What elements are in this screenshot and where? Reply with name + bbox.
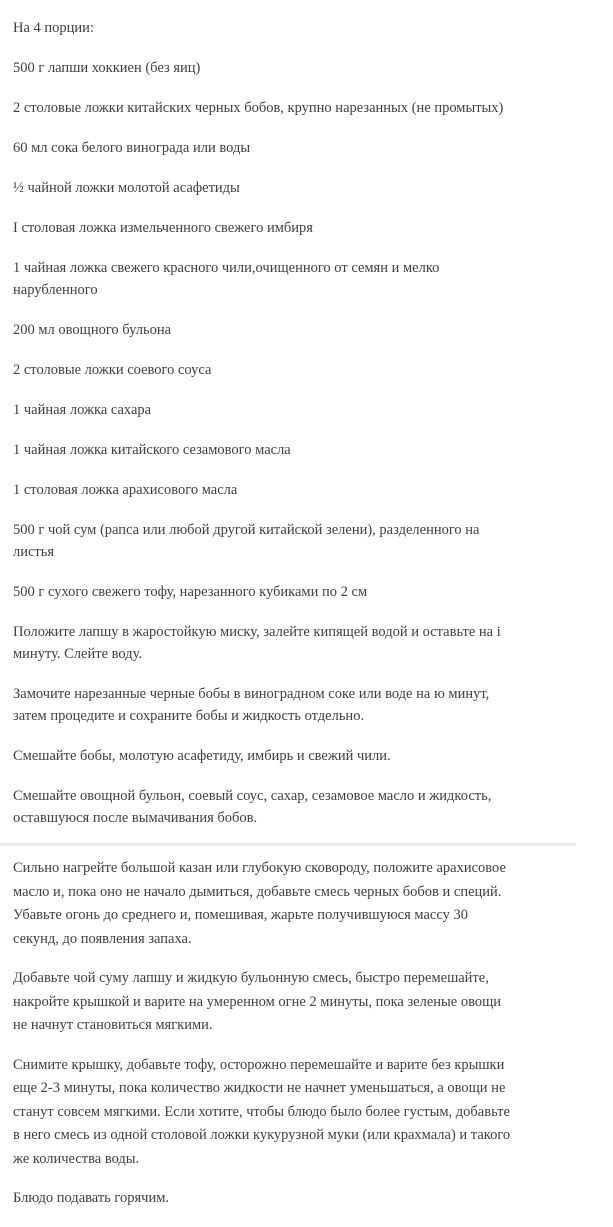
ingredient-paragraph-line: 1 чайная ложка свежего красного чили,очищенного от семян и мелко: [13, 260, 440, 276]
step-paragraph-line: станут совсем мягкими. Если хотите, чтобы блюдо было более густым, добавьте: [13, 1103, 510, 1120]
ingredient-paragraph: [13, 319, 613, 341]
ingredient-paragraph-line: 1 столовая ложка арахисового масла: [13, 482, 238, 498]
ingredient-paragraph: [13, 479, 613, 501]
ingredient-paragraph-line: 1 чайная ложка китайского сезамового масла: [13, 442, 291, 458]
ingredient-paragraph: [13, 621, 613, 665]
ingredient-paragraph-line: Смешайте овощной бульон, соевый соус, сахар, сезамовое масло и жидкость,: [13, 788, 492, 804]
ingredient-paragraph-line: Замочите нарезанные черные бобы в виноградном соке или воде на ю минут,: [13, 686, 490, 702]
ingredient-paragraph-line: 60 мл сока белого винограда или воды: [13, 140, 251, 156]
step-paragraph-line: в него смесь из одной столовой ложки кукурузной муки (или крахмала) и такого: [13, 1127, 511, 1143]
step-paragraph-line: Добавьте чой суму лапшу и жидкую бульонную смесь, быстро перемешайте,: [13, 970, 489, 986]
step-paragraph-line: Блюдо подавать горячим.: [13, 1190, 170, 1206]
ingredient-paragraph: [13, 359, 613, 381]
step-paragraph-line: накройте крышкой и варите на умеренном огне 2 минуты, пока зеленые овощи: [13, 993, 502, 1010]
ingredient-paragraph-line: I столовая ложка измельченного свежего имбиря: [13, 220, 313, 236]
step-paragraph: [13, 1054, 613, 1172]
step-paragraph-line: еще 2-3 минуты, пока количество жидкости не начнет уменьшаться, а овощи не: [13, 1080, 506, 1096]
step-paragraph-line: же количества воды.: [13, 1150, 140, 1167]
ingredient-paragraph-line: 1 чайная ложка сахара: [13, 402, 152, 418]
step-paragraph-line: Убавьте огонь до среднего и, помешивая, жарьте получившуюся массу 30: [13, 907, 468, 923]
step-paragraph-line: масло и, пока оно не начало дымиться, добавьте смесь черных бобов и специй.: [13, 883, 502, 900]
ingredient-paragraph: [13, 177, 613, 199]
ingredient-paragraph-line: затем процедите и сохраните бобы и жидкость отдельно.: [13, 708, 365, 724]
ingredient-paragraph-line: 500 г лапши хоккиен (без яиц): [13, 60, 201, 76]
step-paragraph-line: не начнут становиться мягкими.: [13, 1017, 213, 1033]
ingredient-paragraph: [13, 137, 613, 159]
ingredient-paragraph: [13, 519, 613, 563]
ingredient-paragraph: [13, 399, 613, 421]
ingredient-paragraph: [13, 439, 613, 461]
ingredient-paragraph: [13, 57, 613, 79]
ingredient-paragraph-line: листья: [13, 544, 55, 560]
ingredient-paragraph: [13, 581, 613, 603]
ingredient-paragraph: [13, 97, 613, 119]
ingredient-paragraph: [13, 17, 613, 39]
ingredient-paragraph-line: 2 столовые ложки соевого соуса: [13, 362, 212, 378]
section-divider: [0, 843, 576, 846]
step-paragraph: [13, 967, 613, 1038]
ingredient-paragraph: [13, 217, 613, 239]
ingredient-paragraph: [13, 683, 613, 727]
ingredient-paragraph-line: Смешайте бобы, молотую асафетиду, имбирь и свежий чили.: [13, 748, 391, 764]
step-paragraph: [13, 857, 613, 951]
ingredient-paragraph-line: оставшуюся после вымачивания бобов.: [13, 810, 258, 826]
step-paragraph-line: секунд, до появления запаха.: [13, 930, 192, 947]
ingredient-paragraph: [13, 785, 613, 829]
ingredient-paragraph: [13, 745, 613, 767]
ingredient-paragraph-line: 500 г сухого свежего тофу, нарезанного кубиками по 2 см: [13, 584, 368, 600]
ingredients-section: [13, 17, 613, 847]
ingredient-paragraph-line: Положите лапшу в жаростойкую миску, залейте кипящей водой и оставьте на i: [13, 624, 501, 640]
step-paragraph: [13, 1187, 613, 1211]
steps-section: [13, 857, 613, 1227]
ingredient-paragraph-line: минуту. Слейте воду.: [13, 646, 143, 662]
ingredient-paragraph-line: 2 столовые ложки китайских черных бобов, крупно нарезанных (не промытых): [13, 100, 504, 116]
ingredient-paragraph-line: 500 г чой сум (рапса или любой другой китайской зелени), разделенного на: [13, 522, 480, 538]
ingredient-paragraph: [13, 257, 613, 301]
ingredient-paragraph-line: На 4 порции:: [13, 20, 94, 36]
ingredient-paragraph-line: ½ чайной ложки молотой асафетиды: [13, 180, 240, 196]
ingredient-paragraph-line: нарубленного: [13, 282, 98, 298]
step-paragraph-line: Сильно нагрейте большой казан или глубокую сковороду, положите арахисовое: [13, 860, 506, 876]
step-paragraph-line: Снимите крышку, добавьте тофу, осторожно перемешайте и варите без крышки: [13, 1056, 505, 1073]
ingredient-paragraph-line: 200 мл овощного бульона: [13, 322, 172, 338]
